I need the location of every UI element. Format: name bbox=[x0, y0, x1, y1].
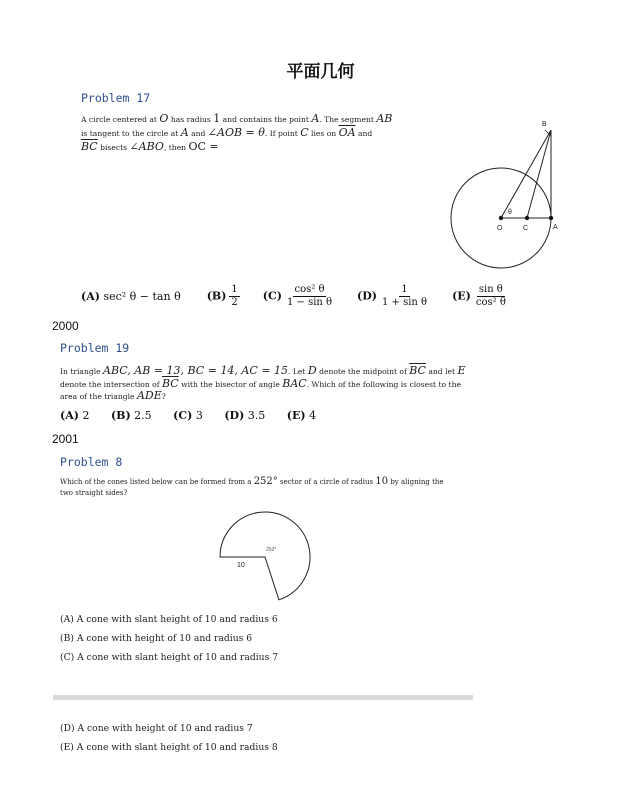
option-d[interactable]: (D) A cone with height of 10 and radius 7 bbox=[60, 723, 253, 734]
option-b[interactable]: (B) A cone with height of 10 and radius 6 bbox=[60, 633, 253, 644]
problem-17-choices bbox=[81, 279, 511, 313]
problem-19-line-1: In triangle ABC, AB = 13, BC = 14, AC = 15. Let D denote the midpoint of $\overline{BC}$ and let E bbox=[60, 364, 466, 377]
label-b: B bbox=[542, 121, 547, 128]
label-o: O bbox=[497, 225, 503, 232]
problem-19-line-3: area of the triangle ADE? bbox=[60, 389, 166, 402]
problem-19-heading[interactable]: Problem 19 bbox=[60, 341, 130, 355]
problem-19-line-2: denote the intersection of $\overline{BC}$ with the bisector of angle BAC. Which of the following is closest to the bbox=[60, 377, 461, 390]
choice-d[interactable]: (D) 3.5 bbox=[224, 409, 266, 422]
choice-b[interactable]: (B) $\frac{1}{2}$ bbox=[206, 283, 238, 308]
problem-17-line-3: $\overline{BC}$ bisects ∠ABO, then OC = bbox=[81, 140, 219, 153]
angle-label: 252° bbox=[266, 547, 277, 553]
segment-bc bbox=[527, 130, 551, 218]
point-a bbox=[549, 216, 553, 220]
sector-figure bbox=[210, 505, 320, 605]
page-title: 平面几何 bbox=[286, 62, 355, 82]
sector-shape bbox=[220, 512, 310, 600]
label-a: A bbox=[553, 224, 558, 231]
option-e[interactable]: (E) A cone with slant height of 10 and radius 8 bbox=[60, 742, 278, 753]
label-theta: θ bbox=[508, 209, 512, 216]
year-2001-label: 2001 bbox=[52, 432, 79, 446]
problem-19-choices bbox=[60, 409, 316, 422]
problem-17-figure bbox=[440, 112, 590, 272]
radius-label: 10 bbox=[237, 562, 245, 569]
segment-ob bbox=[501, 130, 551, 218]
point-o bbox=[499, 216, 503, 220]
option-a[interactable]: (A) A cone with slant height of 10 and radius 6 bbox=[60, 614, 278, 625]
choice-c[interactable]: (C) $\frac{\text{cos² θ}}{\text{1 − sin θ}}$ bbox=[262, 283, 333, 308]
problem-17-line-1: A circle centered at O has radius 1 and contains the point A. The segment AB bbox=[81, 112, 393, 125]
page-divider bbox=[53, 695, 473, 700]
problem-17-line-2: is tangent to the circle at A and ∠AOB = θ. If point C lies on $\overline{OA}$ and bbox=[81, 126, 373, 139]
choice-d[interactable]: (D) $\frac{1}{\text{1 + sin θ}}$ bbox=[357, 283, 428, 308]
choice-b[interactable]: (B) 2.5 bbox=[110, 409, 152, 422]
year-2000-label: 2000 bbox=[52, 319, 79, 333]
label-c: C bbox=[523, 225, 529, 232]
problem-8-heading[interactable]: Problem 8 bbox=[60, 455, 123, 469]
problem-8-line-1: Which of the cones listed below can be formed from a 252° sector of a circle of radius 10 by aligning the bbox=[60, 476, 444, 487]
choice-c[interactable]: (C) 3 bbox=[173, 409, 203, 422]
choice-a[interactable]: (A) sec² θ − tan θ bbox=[81, 289, 181, 303]
problem-17-heading[interactable]: Problem 17 bbox=[81, 91, 151, 105]
choice-e[interactable]: (E) 4 bbox=[286, 409, 317, 422]
choice-e[interactable]: (E) $\frac{\text{sin θ}}{\text{cos² θ}}$ bbox=[452, 283, 506, 308]
problem-8-line-2: two straight sides? bbox=[60, 489, 128, 497]
choice-a[interactable]: (A) 2 bbox=[60, 409, 90, 422]
point-c bbox=[525, 216, 529, 220]
option-c[interactable]: (C) A cone with slant height of 10 and radius 7 bbox=[60, 652, 279, 663]
